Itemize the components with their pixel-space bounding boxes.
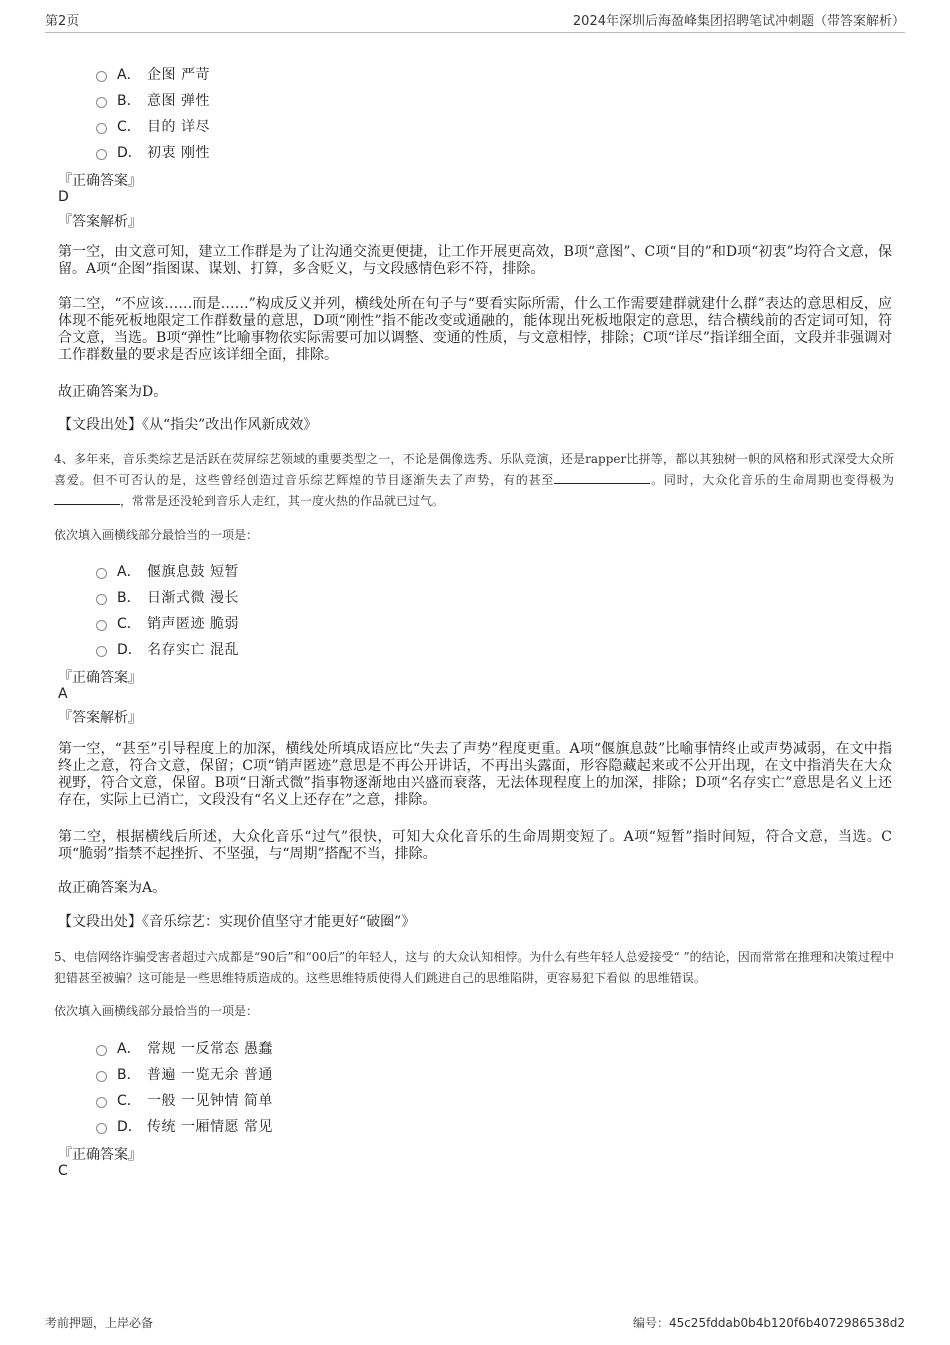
radio-icon[interactable] <box>96 594 107 605</box>
radio-icon[interactable] <box>96 646 107 657</box>
radio-icon[interactable] <box>96 71 107 82</box>
q3-option-a[interactable]: A． 企图 严苛 <box>96 64 210 84</box>
footer-id: 编号：45c25fddab0b4b120f6b4072986538d2 <box>632 1316 905 1330</box>
q5-stem: 5、电信网络诈骗受害者超过六成都是“90后”和“00后”的年轻人，这与 的大众认知相悖。为什么有些年轻人总爱接受“ ”的结论，因而常常在推理和决策过程中犯错甚至被骗？这可能是一些思维特质造成的。这些思维特质使得人们跳进自己的思维陷阱，更容易犯下看似 的思维错误。 <box>54 950 894 985</box>
radio-icon[interactable] <box>96 1071 107 1082</box>
footer-slogan: 考前押题，上岸必备 <box>45 1316 154 1330</box>
q5-instruction: 依次填入画横线部分最恰当的一项是： <box>54 1004 259 1018</box>
document-title: 2024年深圳后海盈峰集团招聘笔试冲刺题（带答案解析） <box>572 14 905 29</box>
q4-answer: A <box>58 686 68 702</box>
q5-option-a[interactable]: A． 常规 一反常态 愚蠢 <box>96 1038 273 1058</box>
answer-label: 『正确答案』 <box>58 1147 142 1163</box>
header-divider <box>45 32 905 33</box>
answer-label: 『正确答案』 <box>58 670 142 686</box>
q5-option-c[interactable]: C． 一般 一见钟情 简单 <box>96 1090 273 1110</box>
q3-analysis-2: 第二空，“不应该……而是……”构成反义并列，横线处所在句子与“要看实际所需，什么工作需要建群就建什么群”表达的意思相反，应体现不能死板地限定工作群数量的意思，D项“刚性”指不能改变或通融的，能体现出死板地限定的意思，结合横线前的否定词可知，符合文意，当选。B项“弹性”比喻事物依实际需要可加以调整、变通的性质，与文意相悖，排除；C项“详尽”指详细全面，文段并非强调对工作群数量的要求是否应该详细全面，排除。 <box>58 296 892 363</box>
radio-icon[interactable] <box>96 568 107 579</box>
q4-instruction: 依次填入画横线部分最恰当的一项是： <box>54 528 259 542</box>
q3-option-b[interactable]: B． 意图 弹性 <box>96 90 210 110</box>
q4-analysis-1: 第一空，“甚至”引导程度上的加深，横线处所填成语应比“失去了声势”程度更重。A项“偃旗息鼓”比喻事情终止或声势减弱，在文中指终止之意，符合文意，保留；C项“销声匿迹”意思是不再公开讲话，不再出头露面，形容隐藏起来或不公开出现，在文中指消失在大众视野，符合文意，保留。B项“日渐式微”指事物逐渐地由兴盛而衰落，无法体现程度上的加深，排除；D项“名存实亡”意思是名义上还存在，实际上已消亡，文段没有“名义上还存在”之意，排除。 <box>58 741 892 808</box>
radio-icon[interactable] <box>96 1123 107 1134</box>
q4-conclusion: 故正确答案为A。 <box>58 880 167 896</box>
blank-line <box>554 471 650 484</box>
q3-source: 【文段出处】《从“指尖”改出作风新成效》 <box>58 417 318 433</box>
radio-icon[interactable] <box>96 1045 107 1056</box>
q5-option-b[interactable]: B． 普遍 一览无余 普通 <box>96 1064 273 1084</box>
radio-icon[interactable] <box>96 123 107 134</box>
q4-source: 【文段出处】《音乐综艺：实现价值坚守才能更好“破圈”》 <box>58 914 416 930</box>
q5-answer: C <box>58 1163 68 1179</box>
analysis-label: 『答案解析』 <box>58 214 142 230</box>
radio-icon[interactable] <box>96 1097 107 1108</box>
analysis-label: 『答案解析』 <box>58 710 142 726</box>
radio-icon[interactable] <box>96 97 107 108</box>
q3-option-c[interactable]: C． 目的 详尽 <box>96 116 210 136</box>
q4-option-a[interactable]: A． 偃旗息鼓 短暂 <box>96 561 239 581</box>
radio-icon[interactable] <box>96 620 107 631</box>
q4-analysis-2: 第二空，根据横线后所述，大众化音乐“过气”很快，可知大众化音乐的生命周期变短了。A项“短暂”指时间短，符合文意，当选。C项“脆弱”指禁不起挫折、不坚强，与“周期”搭配不当，排除。 <box>58 829 892 862</box>
q4-option-d[interactable]: D． 名存实亡 混乱 <box>96 639 239 659</box>
q3-option-d[interactable]: D． 初衷 刚性 <box>96 142 210 162</box>
page-number: 第2页 <box>45 14 80 29</box>
q4-option-b[interactable]: B． 日渐式微 漫长 <box>96 587 239 607</box>
q3-answer: D <box>58 189 69 205</box>
q4-option-c[interactable]: C． 销声匿迹 脆弱 <box>96 613 239 633</box>
q4-stem: 4、多年来，音乐类综艺是活跃在荧屏综艺领域的重要类型之一，不论是偶像选秀、乐队竞演，还是rapper比拼等，都以其独树一帜的风格和形式深受大众所喜爱。但不可否认的是，这些曾经创造过音乐综艺辉煌的节目逐渐失去了声势，有的甚至 。同时，大众化音乐的生命周期也变得极为，常常是还没轮到音乐人走红，其一度火热的作品就已过气。 <box>54 452 894 508</box>
q5-option-d[interactable]: D． 传统 一厢情愿 常见 <box>96 1116 273 1136</box>
q3-conclusion: 故正确答案为D。 <box>58 384 168 400</box>
q3-analysis-1: 第一空，由文意可知，建立工作群是为了让沟通交流更便捷，让工作开展更高效，B项“意图”、C项“目的”和D项“初衷”均符合文意，保留。A项“企图”指图谋、谋划、打算，多含贬义，与文段感情色彩不符，排除。 <box>58 244 892 277</box>
blank-line <box>54 492 120 505</box>
answer-label: 『正确答案』 <box>58 173 142 189</box>
radio-icon[interactable] <box>96 149 107 160</box>
